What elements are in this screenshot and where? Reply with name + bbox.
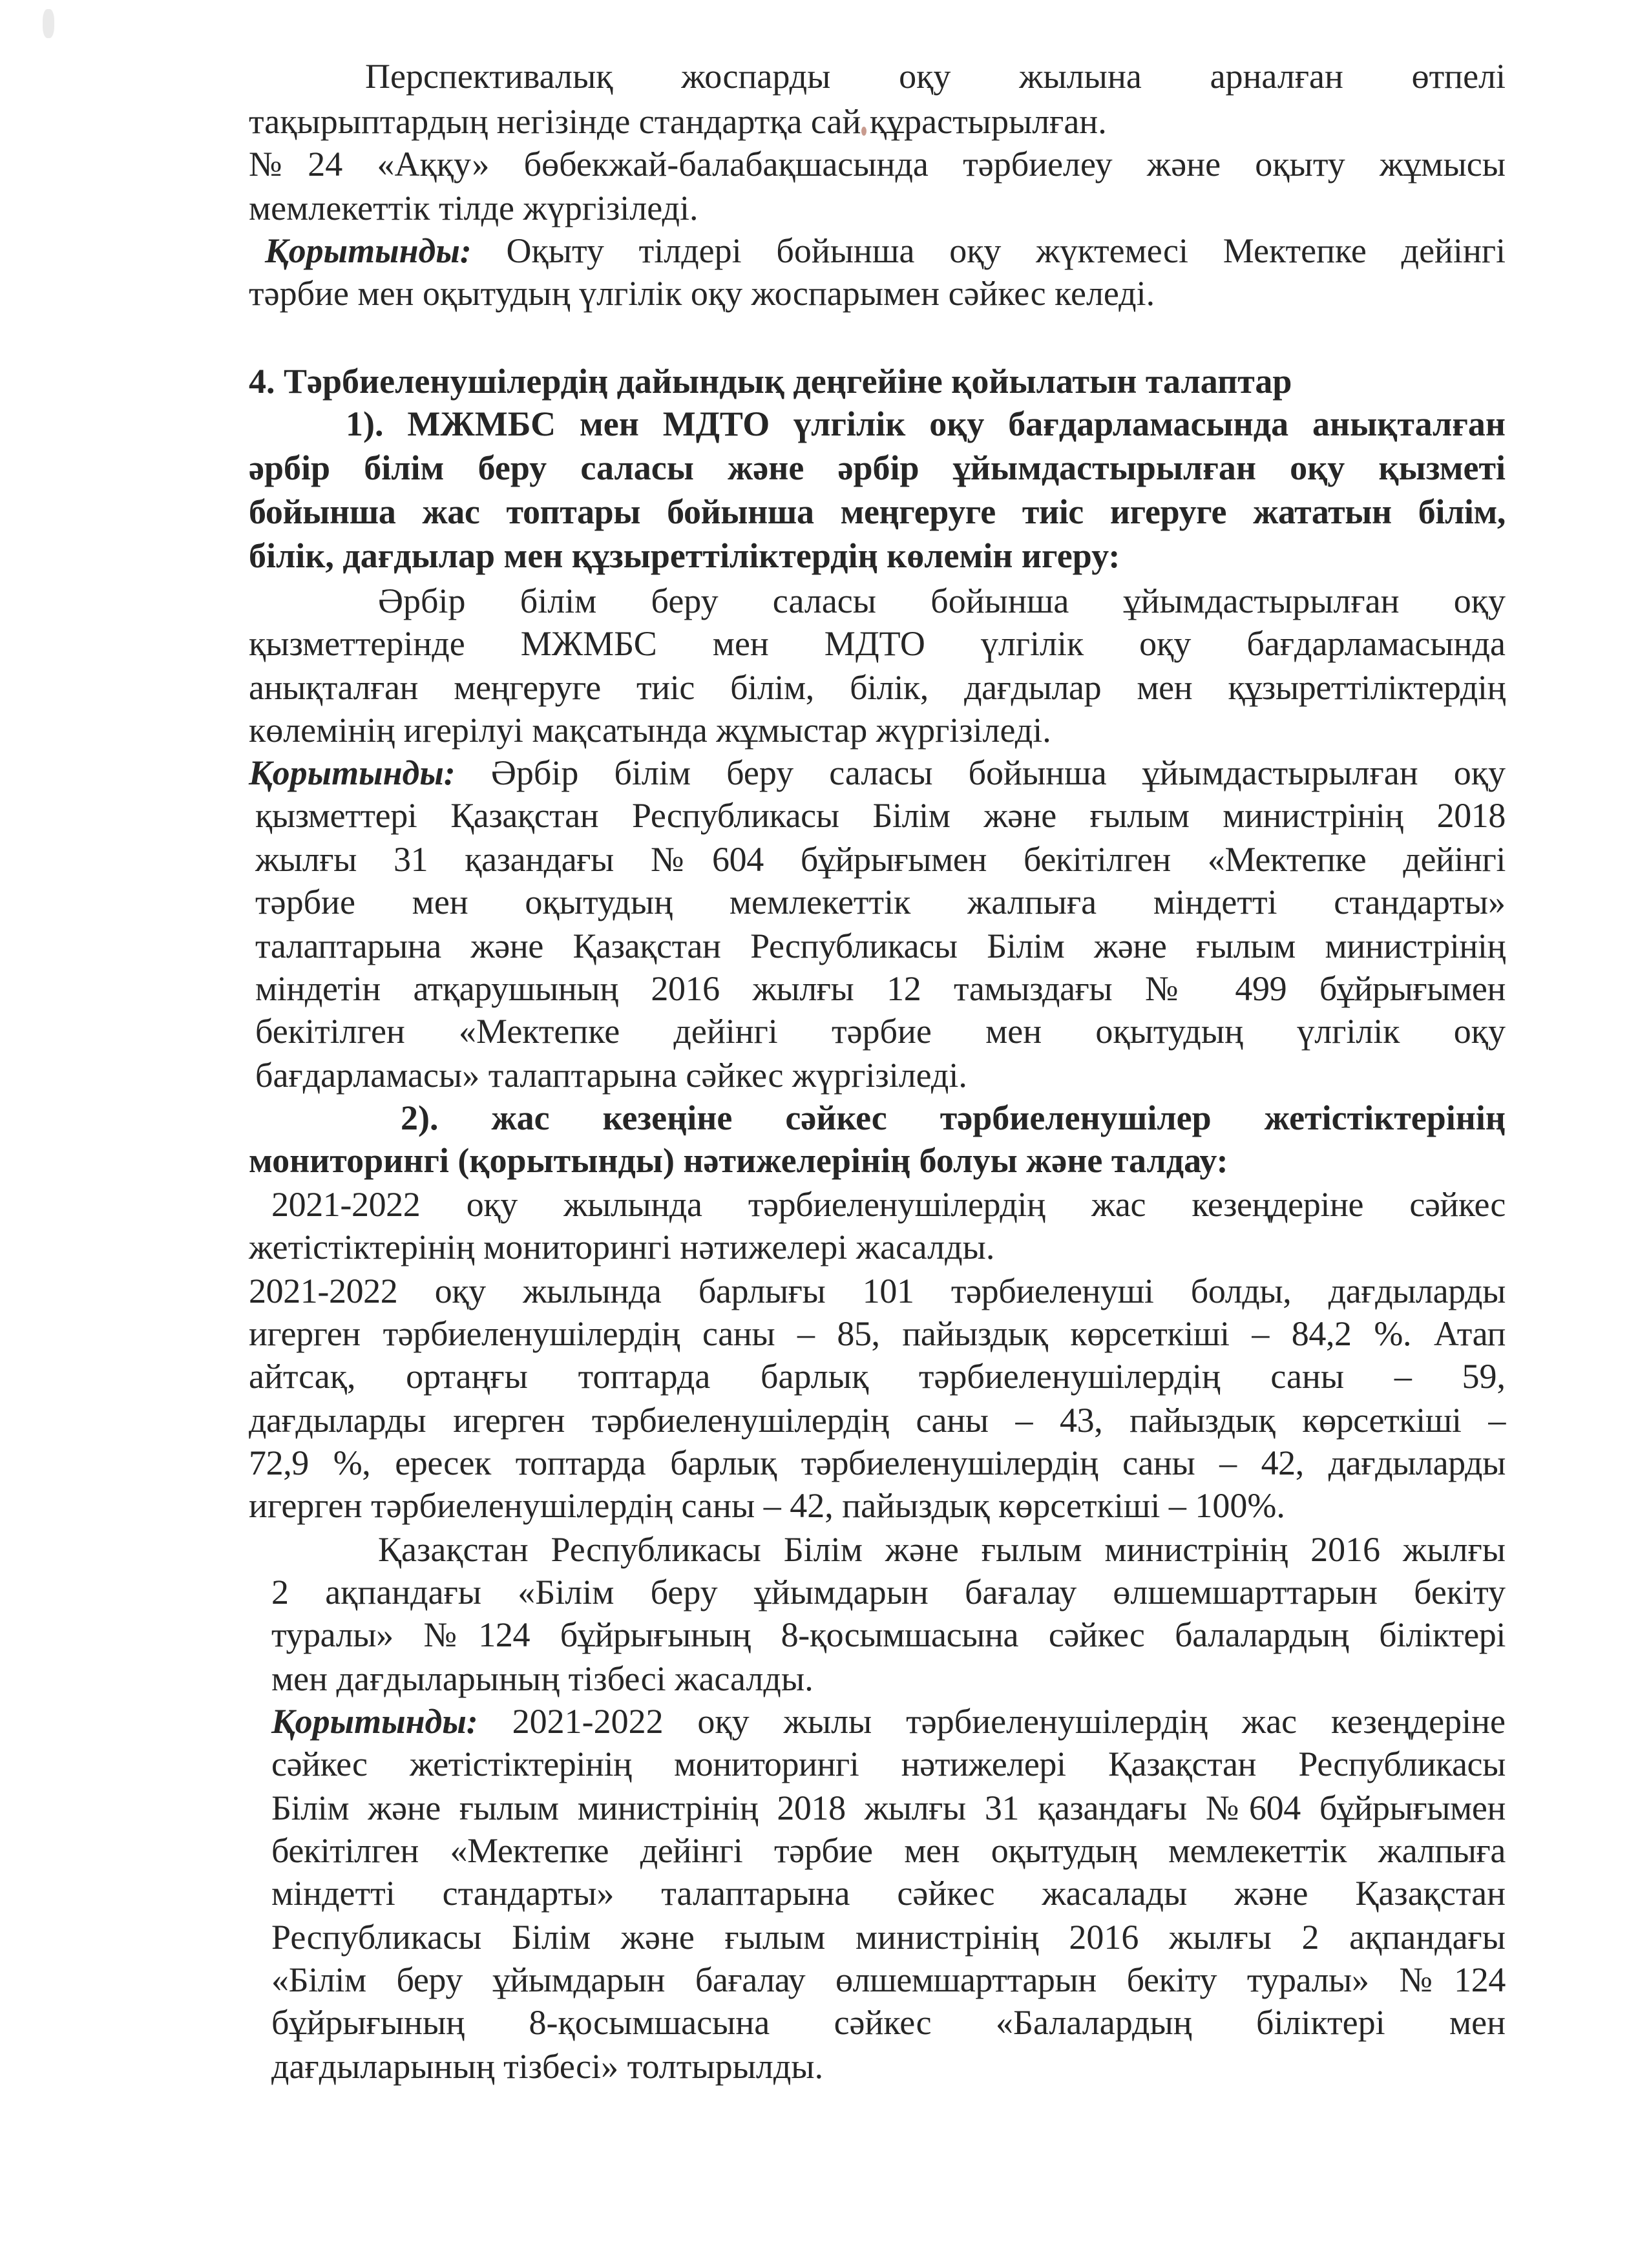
paragraph-line: туралы» №124 бұйрығының 8-қосымшасына сәйкес балалардың біліктері bbox=[271, 1615, 1506, 1654]
paragraph-line: дағдыларының тізбесі» толтырылды. bbox=[271, 2047, 824, 2086]
paragraph-line: бұйрығының 8-қосымшасына сәйкес «Балалардың біліктері мен bbox=[271, 2003, 1506, 2042]
paragraph-line: мен дағдыларының тізбесі жасалды. bbox=[271, 1659, 814, 1698]
paragraph-line: Білім және ғылым министрінің 2018 жылғы 31 қазандағы №604 бұйрығымен bbox=[271, 1789, 1506, 1827]
conclusion-label: Қорытынды: bbox=[249, 753, 456, 792]
subsection-heading-line: білік, дағдылар мен құзыреттіліктердің көлемін игеру: bbox=[249, 536, 1120, 575]
conclusion-label: Қорытынды: bbox=[265, 231, 472, 270]
paragraph-line: бекітілген «Мектепке дейінгі тәрбие мен оқытудың мемлекеттік жалпыға bbox=[271, 1831, 1506, 1870]
subsection-heading-line: 2). жас кезеңіне сәйкес тәрбиеленушілер жетістіктерінің bbox=[401, 1098, 1506, 1137]
subsection-heading-line: әрбір білім беру саласы және әрбір ұйымдастырылған оқу қызметі bbox=[249, 448, 1506, 487]
subsection-heading-line: 1). МЖМБС мен МДТО үлгілік оқу бағдарламасында анықталған bbox=[346, 404, 1506, 443]
paragraph-line: №24 «Аққу» бөбекжай-балабақшасында тәрбиелеу және оқыту жұмысы bbox=[249, 145, 1506, 184]
paragraph-line: 2 ақпандағы «Білім беру ұйымдарын бағалау өлшемшарттарын бекіту bbox=[271, 1573, 1506, 1612]
paragraph-line: міндетті стандарты» талаптарына сәйкес жасалады және Қазақстан bbox=[271, 1874, 1506, 1913]
subsection-heading-line: бойынша жас топтары бойынша меңгеруге тиіс игеруге жататын білім, bbox=[249, 492, 1506, 531]
paragraph-line: «Білім беру ұйымдарын бағалау өлшемшарттарын бекіту туралы» №124 bbox=[271, 1960, 1506, 1999]
conclusion-line bbox=[249, 751, 1506, 795]
conclusion-text: Әрбір білім беру саласы бойынша ұйымдастырылған оқу bbox=[455, 753, 1506, 792]
conclusion-text: Оқыту тілдері бойынша оқу жүктемесі Мектепке дейінгі bbox=[471, 231, 1506, 270]
paragraph-line: айтсақ, ортаңғы топтарда барлық тәрбиеленушілердің саны – 59, bbox=[249, 1357, 1506, 1396]
paragraph-line: Республикасы Білім және ғылым министрінің 2016 жылғы 2 ақпандағы bbox=[271, 1918, 1506, 1957]
paragraph-line: талаптарына және Қазақстан Республикасы Білім және ғылым министрінің bbox=[255, 927, 1506, 965]
paragraph-line: тәрбие мен оқытудың мемлекеттік жалпыға міндетті стандарты» bbox=[255, 883, 1506, 921]
conclusion-line bbox=[271, 1699, 1506, 1743]
paragraph-line: дағдыларды игерген тәрбиеленушілердің саны – 43, пайыздық көрсеткіші – bbox=[249, 1401, 1506, 1440]
paragraph-line: міндетін атқарушының 2016 жылғы 12 тамыздағы № 499 бұйрығымен bbox=[255, 969, 1506, 1008]
paragraph-line: қызметтері Қазақстан Республикасы Білім және ғылым министрінің 2018 bbox=[255, 796, 1506, 835]
paragraph-line: 2021-2022 оқу жылында тәрбиеленушілердің жас кезеңдеріне сәйкес bbox=[271, 1185, 1506, 1224]
paragraph-line: қызметтерінде МЖМБС мен МДТО үлгілік оқу бағдарламасында bbox=[249, 624, 1506, 663]
scan-artifact bbox=[43, 9, 54, 38]
conclusion-label: Қорытынды: bbox=[271, 1702, 478, 1741]
paragraph-line: игерген тәрбиеленушілердің саны – 42, пайыздық көрсеткіші – 100%. bbox=[249, 1486, 1285, 1525]
paragraph-line: жылғы 31 қазандағы №604 бұйрығымен бекітілген «Мектепке дейінгі bbox=[255, 840, 1506, 879]
section-heading: 4. Тәрбиеленушілердің дайындық деңгейіне қойылатын талаптар bbox=[249, 362, 1292, 401]
paragraph-line: игерген тәрбиеленушілердің саны – 85, пайыздық көрсеткіші – 84,2 %. Атап bbox=[249, 1314, 1506, 1353]
paragraph-line: мемлекеттік тілде жүргізіледі. bbox=[249, 189, 698, 227]
paragraph-line: 2021-2022 оқу жылында барлығы 101 тәрбиеленуші болды, дағдыларды bbox=[249, 1272, 1506, 1310]
paragraph-line: жетістіктерінің мониторингі нәтижелері жасалды. bbox=[249, 1228, 995, 1266]
subsection-heading-line: мониторингі (қорытынды) нәтижелерінің болуы және талдау: bbox=[249, 1141, 1228, 1180]
paragraph-line: Перспективалық жоспарды оқу жылына арналған өтпелі bbox=[365, 57, 1506, 96]
paragraph-line: Әрбір білім беру саласы бойынша ұйымдастырылған оқу bbox=[378, 582, 1506, 620]
paragraph-line: сәйкес жетістіктерінің мониторингі нәтижелері Қазақстан Республикасы bbox=[271, 1745, 1506, 1783]
paragraph-line: Қазақстан Республикасы Білім және ғылым министрінің 2016 жылғы bbox=[378, 1530, 1506, 1569]
paragraph-line: тақырыптардың негізінде стандартқа сай құрастырылған. bbox=[249, 102, 1107, 141]
conclusion-text: 2021-2022 оқу жылы тәрбиеленушілердің жас кезеңдеріне bbox=[478, 1702, 1506, 1741]
paragraph-line: бекітілген «Мектепке дейінгі тәрбие мен оқытудың үлгілік оқу bbox=[255, 1012, 1506, 1051]
paragraph-line: бағдарламасы» талаптарына сәйкес жүргізіледі. bbox=[255, 1056, 967, 1095]
paragraph-line: көлемінің игерілуі мақсатында жұмыстар жүргізіледі. bbox=[249, 711, 1051, 750]
paragraph-line: тәрбие мен оқытудың үлгілік оқу жоспарымен сәйкес келеді. bbox=[249, 274, 1155, 313]
paragraph-line: анықталған меңгеруге тиіс білім, білік, дағдылар мен құзыреттіліктердің bbox=[249, 668, 1506, 707]
conclusion-line bbox=[265, 229, 1506, 273]
paragraph-line: 72,9 %, ересек топтарда барлық тәрбиеленушілердің саны – 42, дағдыларды bbox=[249, 1444, 1506, 1482]
